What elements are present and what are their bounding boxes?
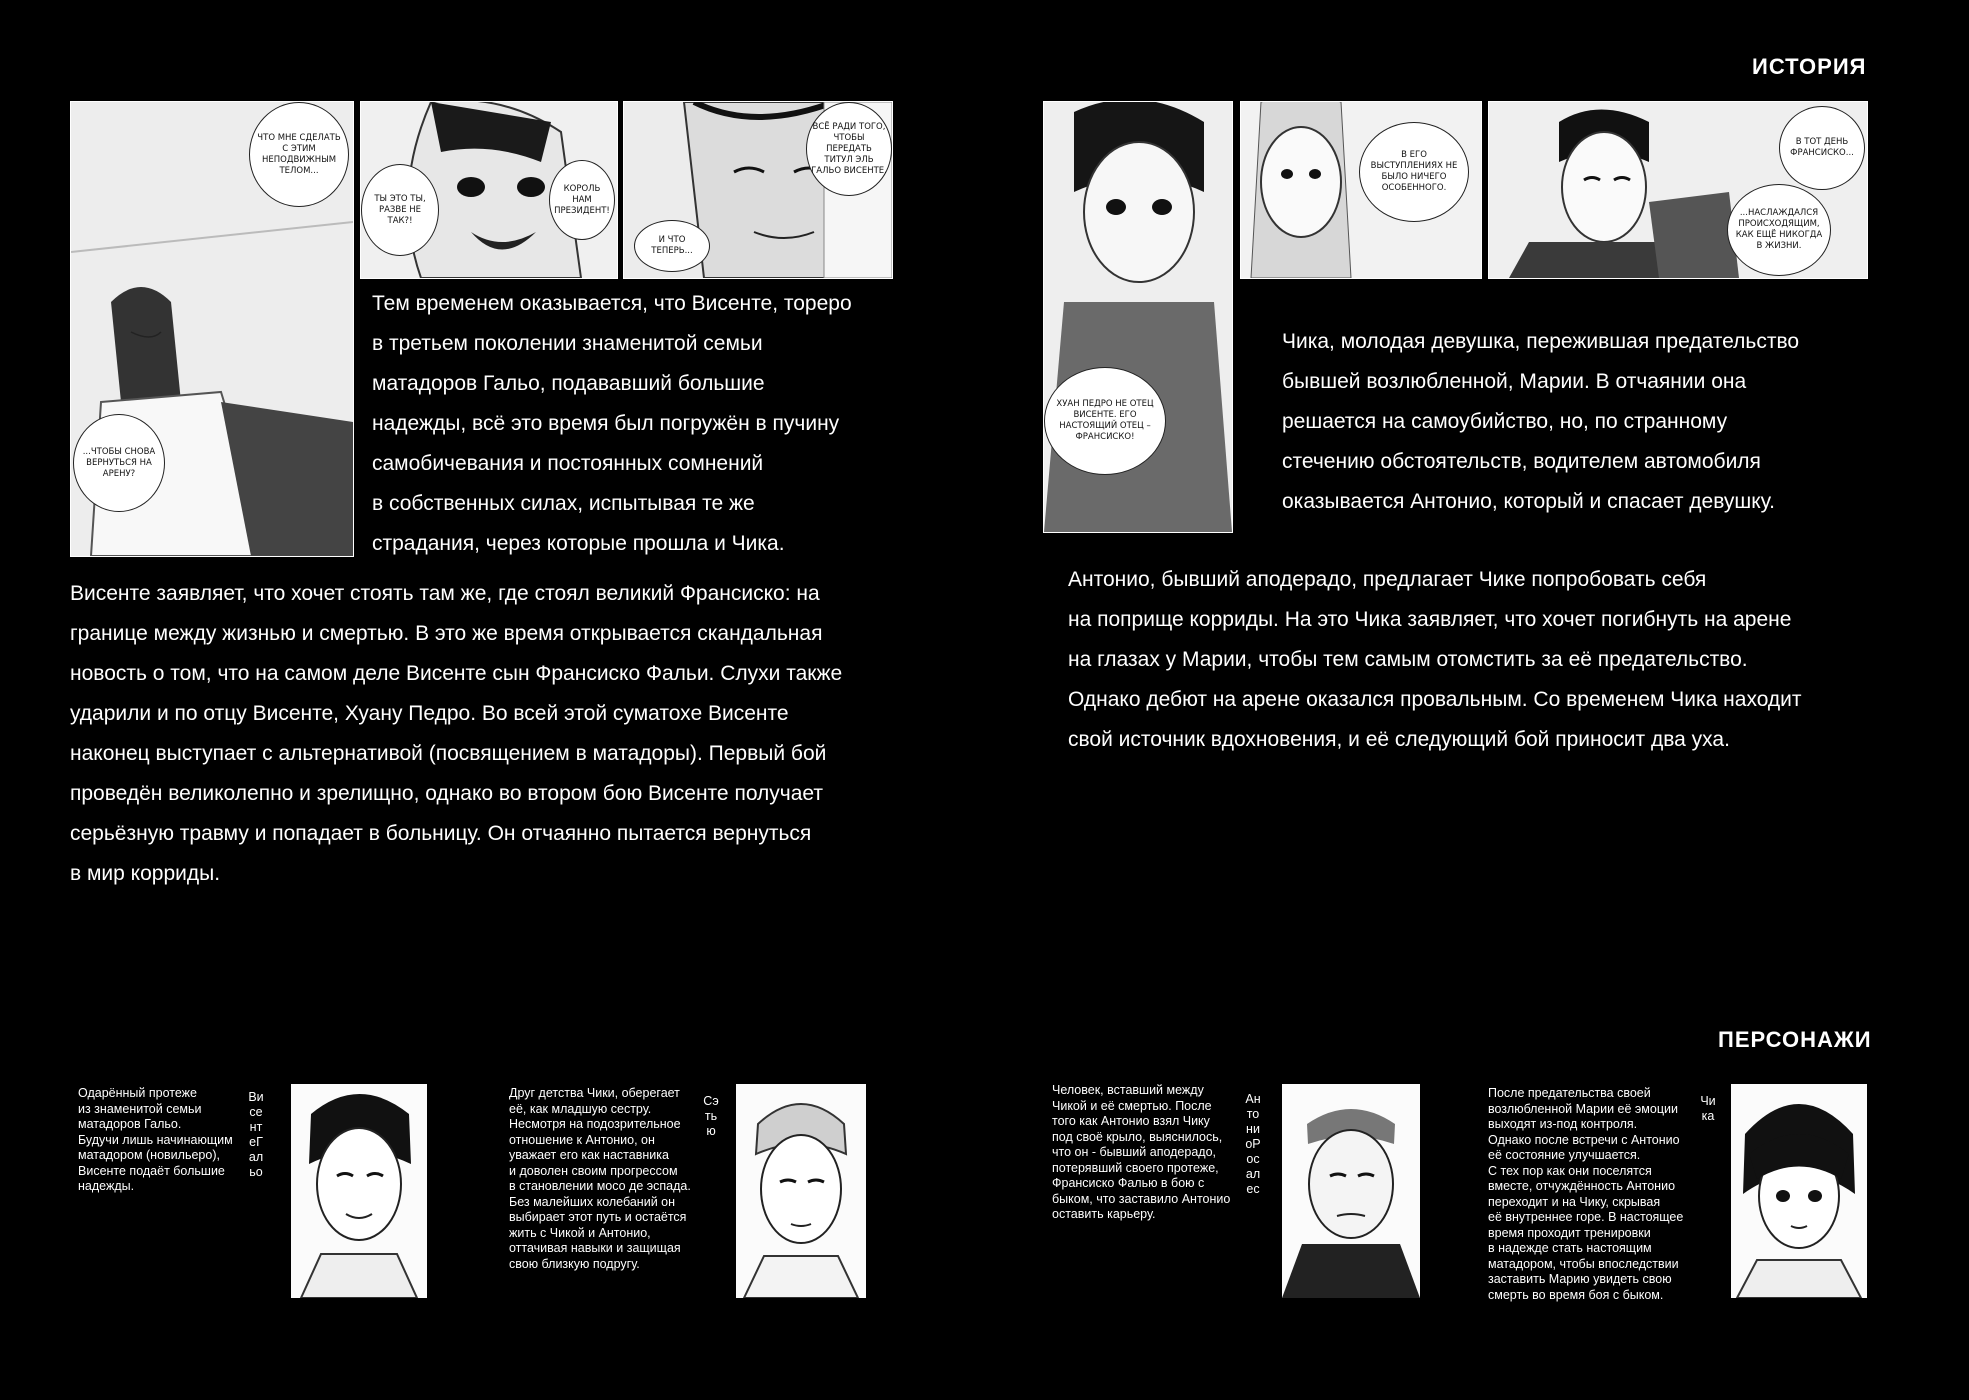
text-line: того как Антонио взял Чику bbox=[1052, 1114, 1210, 1128]
text-line: свой источник вдохновения, и её следующий бой приносит два уха. bbox=[1068, 728, 1730, 751]
speech-bubble: ЧТО МНЕ СДЕЛАТЬ С ЭТИМ НЕПОДВИЖНЫМ ТЕЛОМ... bbox=[249, 102, 349, 207]
speech-bubble: ХУАН ПЕДРО НЕ ОТЕЦ ВИСЕНТЕ. ЕГО НАСТОЯЩИЙ ОТЕЦ – ФРАНСИСКО! bbox=[1044, 367, 1166, 475]
text-line: Одарённый протеже bbox=[78, 1086, 197, 1100]
text-line: решается на самоубийство, но, по странному bbox=[1282, 410, 1728, 433]
story-heading: ИСТОРИЯ bbox=[1752, 54, 1867, 79]
text-line: Чикой и её смертью. После bbox=[1052, 1098, 1212, 1113]
text-line: серьёзную травму и попадает в больницу. Он отчаянно пытается вернуться bbox=[70, 822, 812, 845]
text-line: на глазах у Марии, чтобы тем самым отомстить за её предательство. bbox=[1068, 648, 1748, 671]
character-name-vertical: АнтониоРосалес bbox=[1245, 1092, 1261, 1196]
character-description bbox=[509, 1086, 699, 1272]
text-line: её, как младшую сестру. bbox=[509, 1101, 652, 1116]
text-line: Однако дебют на арене оказался провальным. Со временем Чика находит bbox=[1068, 688, 1802, 711]
left-intro-text bbox=[372, 284, 902, 564]
character-portrait bbox=[736, 1084, 866, 1298]
text-line: Тем временем оказывается, что Висенте, тореро bbox=[372, 292, 852, 315]
text-line: оказывается Антонио, который и спасает девушку. bbox=[1282, 490, 1775, 513]
text-line: Антонио, бывший аподерадо, предлагает Чике попробовать себя bbox=[1068, 568, 1707, 591]
text-line: стечению обстоятельств, водителем автомобиля bbox=[1282, 450, 1761, 473]
manga-panel-hospital bbox=[70, 101, 354, 557]
text-line: оставить карьеру. bbox=[1052, 1207, 1156, 1221]
text-line: переходит и на Чику, скрывая bbox=[1488, 1194, 1661, 1209]
text-line: время проходит тренировки bbox=[1488, 1225, 1651, 1240]
text-line: Висенте заявляет, что хочет стоять там же, где стоял великий Франсиско: на bbox=[70, 582, 820, 605]
text-line: матадоров Гальо, подававший большие bbox=[372, 372, 765, 395]
speech-bubble: В ЕГО ВЫСТУПЛЕНИЯХ НЕ БЫЛО НИЧЕГО ОСОБЕННОГО. bbox=[1359, 122, 1469, 222]
text-line: уважает его как наставника bbox=[509, 1148, 669, 1162]
text-line: выбирает этот путь и остаётся bbox=[509, 1210, 687, 1224]
manga-panel-old-man bbox=[623, 101, 893, 279]
character-portrait bbox=[1282, 1084, 1420, 1298]
text-line: её состояние улучшается. bbox=[1488, 1148, 1641, 1162]
character-description bbox=[1052, 1083, 1242, 1223]
speech-bubble: ...НАСЛАЖДАЛСЯ ПРОИСХОДЯЩИМ, КАК ЕЩЁ НИКОГДА В ЖИЗНИ. bbox=[1727, 184, 1831, 276]
text-line: и доволен своим прогрессом bbox=[509, 1163, 678, 1178]
text-line: После предательства своей bbox=[1488, 1086, 1651, 1100]
text-line: отношение к Антонио, он bbox=[509, 1132, 655, 1147]
text-line: что он - бывший аподерадо, bbox=[1052, 1145, 1217, 1159]
speech-bubble: ТЫ ЭТО ТЫ, РАЗВЕ НЕ ТАК?! bbox=[361, 164, 439, 256]
text-line: новость о том, что на самом деле Висенте сын Франсиско Фальи. Слухи также bbox=[70, 662, 843, 685]
character-name-vertical: ВисентеГальо bbox=[248, 1090, 264, 1179]
text-line: матадором (новильеро), bbox=[78, 1148, 220, 1162]
text-line: из знаменитой семьи bbox=[78, 1101, 202, 1116]
characters-heading: ПЕРСОНАЖИ bbox=[1718, 1027, 1872, 1052]
manga-panel-chika bbox=[1043, 101, 1233, 533]
speech-bubble: В ТОТ ДЕНЬ ФРАНСИСКО... bbox=[1779, 106, 1865, 190]
text-line: под своё крыло, выяснилось, bbox=[1052, 1129, 1223, 1144]
text-line: Без малейших колебаний он bbox=[509, 1194, 676, 1209]
text-line: страдания, через которые прошла и Чика. bbox=[372, 532, 785, 555]
character-description bbox=[78, 1086, 248, 1195]
right-intro-text bbox=[1282, 322, 1882, 522]
text-line: быком, что заставило Антонио bbox=[1052, 1191, 1231, 1206]
text-line: смерть во время боя с быком. bbox=[1488, 1287, 1664, 1302]
text-line: бывшей возлюбленной, Марии. В отчаянии она bbox=[1282, 370, 1747, 393]
text-line: потерявший своего протеже, bbox=[1052, 1160, 1219, 1175]
text-line: в надежде стать настоящим bbox=[1488, 1241, 1652, 1255]
text-line: заставить Марию увидеть свою bbox=[1488, 1272, 1672, 1286]
text-line: Висенте подаёт большие bbox=[78, 1163, 225, 1178]
manga-panel-maria bbox=[1240, 101, 1482, 279]
text-line: жить с Чикой и Антонио, bbox=[509, 1225, 651, 1240]
text-line: на поприще корриды. На это Чика заявляет, что хочет погибнуть на арене bbox=[1068, 608, 1792, 631]
character-name-vertical: Сэтью bbox=[703, 1094, 719, 1138]
text-line: оттачивая навыки и защищая bbox=[509, 1241, 681, 1255]
text-line: в третьем поколении знаменитой семьи bbox=[372, 332, 763, 355]
manga-panel-francisco bbox=[1488, 101, 1868, 279]
text-line: ударили и по отцу Висенте, Хуану Педро. Во всей этой суматохе Висенте bbox=[70, 702, 789, 725]
text-line: матадором, чтобы впоследствии bbox=[1488, 1256, 1679, 1271]
text-line: границе между жизнью и смертью. В это же время открывается скандальная bbox=[70, 622, 823, 645]
text-line: Франсиско Фалью в бою с bbox=[1052, 1176, 1205, 1190]
text-line: С тех пор как они поселятся bbox=[1488, 1163, 1652, 1178]
right-main-text bbox=[1068, 560, 1868, 760]
character-portrait bbox=[1731, 1084, 1867, 1298]
character-description bbox=[1488, 1086, 1693, 1303]
text-line: Человек, вставший между bbox=[1052, 1083, 1204, 1097]
character-portrait bbox=[291, 1084, 427, 1298]
text-line: её внутреннее горе. В настоящее bbox=[1488, 1210, 1684, 1224]
text-line: Однако после встречи с Антонио bbox=[1488, 1132, 1680, 1147]
text-line: в становлении мосо де эспада. bbox=[509, 1179, 691, 1193]
text-line: Чика, молодая девушка, пережившая предательство bbox=[1282, 330, 1800, 353]
text-line: выходят из-под контроля. bbox=[1488, 1117, 1638, 1131]
text-line: проведён великолепно и зрелищно, однако во втором бою Висенте получает bbox=[70, 782, 824, 805]
text-line: Друг детства Чики, оберегает bbox=[509, 1086, 680, 1100]
text-line: наконец выступает с альтернативой (посвящением в матадоры). Первый бой bbox=[70, 742, 827, 765]
speech-bubble: КОРОЛЬ НАМ ПРЕЗИДЕНТ! bbox=[549, 160, 615, 240]
text-line: матадоров Гальо. bbox=[78, 1117, 182, 1131]
text-line: вместе, отчуждённость Антонио bbox=[1488, 1179, 1676, 1193]
text-line: самобичевания и постоянных сомнений bbox=[372, 452, 764, 475]
text-line: свою близкую подругу. bbox=[509, 1256, 640, 1271]
text-line: в мир корриды. bbox=[70, 862, 221, 885]
text-line: надежды, всё это время был погружён в пучину bbox=[372, 412, 840, 435]
text-line: надежды. bbox=[78, 1179, 135, 1193]
text-line: Несмотря на подозрительное bbox=[509, 1117, 681, 1131]
speech-bubble: И ЧТО ТЕПЕРЬ... bbox=[634, 220, 710, 272]
character-name-vertical: Чика bbox=[1700, 1094, 1716, 1123]
speech-bubble: ...ЧТОБЫ СНОВА ВЕРНУТЬСЯ НА АРЕНУ? bbox=[73, 414, 165, 512]
manga-panel-shouting bbox=[360, 101, 618, 279]
text-line: Будучи лишь начинающим bbox=[78, 1132, 233, 1147]
left-main-text bbox=[70, 574, 910, 894]
speech-bubble: ВСЁ РАДИ ТОГО, ЧТОБЫ ПЕРЕДАТЬ ТИТУЛ ЭЛЬ ГАЛЬО ВИСЕНТЕ. bbox=[806, 102, 892, 196]
text-line: в собственных силах, испытывая те же bbox=[372, 492, 755, 515]
text-line: возлюбленной Марии её эмоции bbox=[1488, 1101, 1678, 1116]
